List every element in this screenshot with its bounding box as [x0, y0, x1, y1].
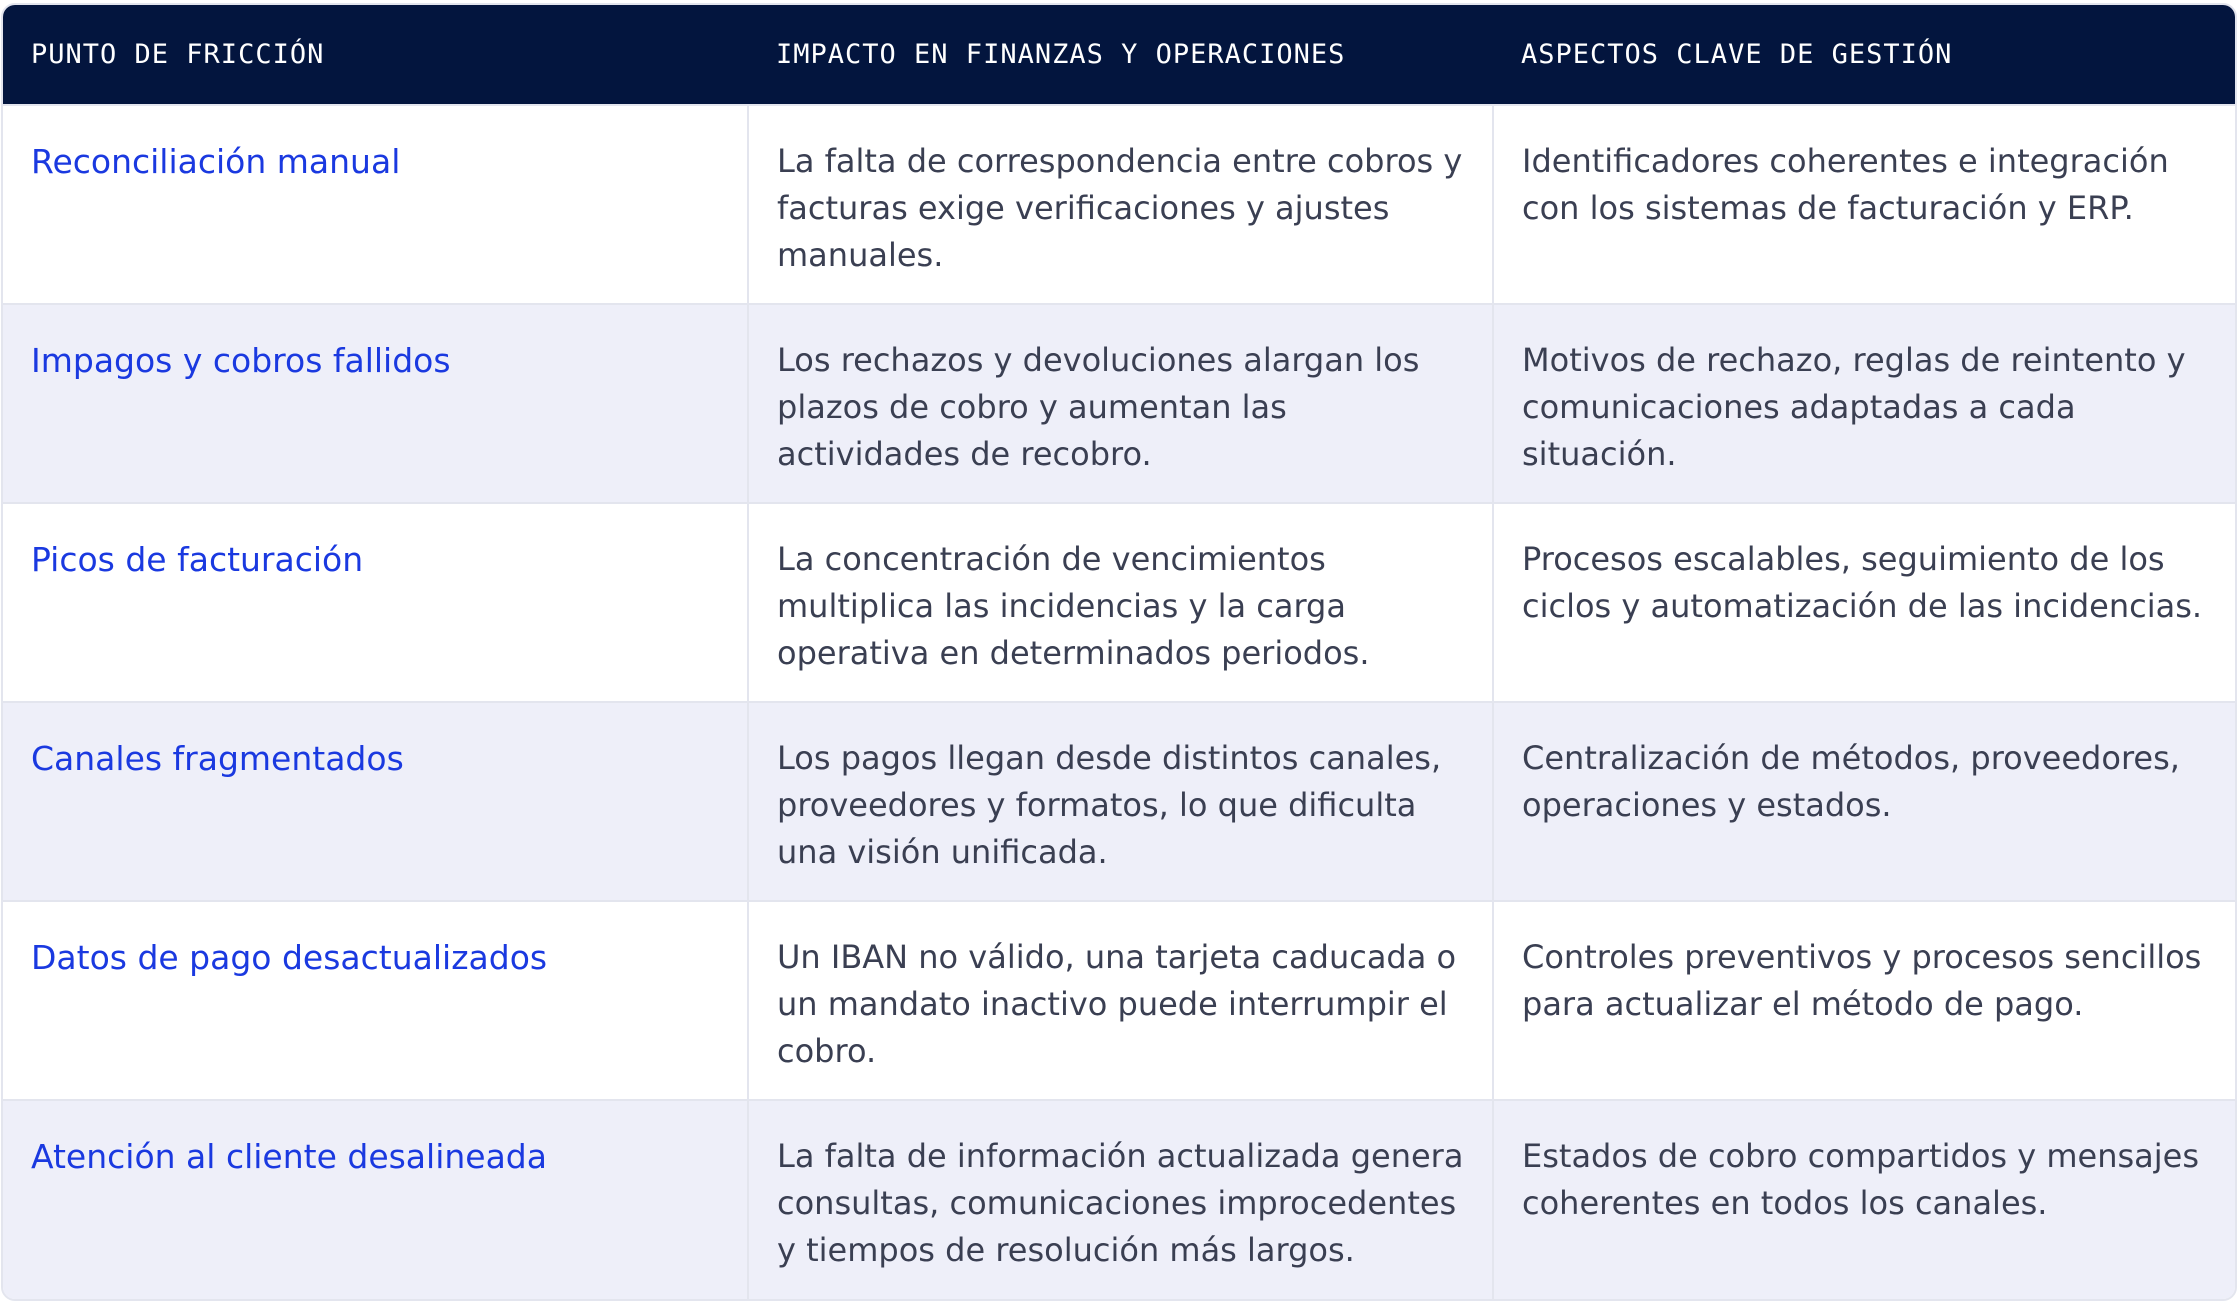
impact-cell: La concentración de vencimientos multiplica las incidencias y la carga operativa en determinados periodos. — [748, 503, 1493, 702]
table-body — [3, 105, 2235, 1299]
friction-cell: Impagos y cobros fallidos — [3, 304, 748, 503]
table-row — [3, 503, 2235, 702]
table-row — [3, 304, 2235, 503]
friction-table — [3, 5, 2235, 1299]
impact-cell: La falta de correspondencia entre cobros y facturas exige verificaciones y ajustes manuales. — [748, 105, 1493, 304]
key-aspects-cell: Estados de cobro compartidos y mensajes coherentes en todos los canales. — [1493, 1100, 2235, 1299]
impact-cell: Un IBAN no válido, una tarjeta caducada o un mandato inactivo puede interrumpir el cobro. — [748, 901, 1493, 1100]
friction-table-container — [1, 3, 2237, 1301]
friction-cell: Canales fragmentados — [3, 702, 748, 901]
key-aspects-cell: Centralización de métodos, proveedores, operaciones y estados. — [1493, 702, 2235, 901]
friction-cell: Atención al cliente desalineada — [3, 1100, 748, 1299]
table-row — [3, 1100, 2235, 1299]
key-aspects-cell: Controles preventivos y procesos sencillos para actualizar el método de pago. — [1493, 901, 2235, 1100]
header-impact: IMPACTO EN FINANZAS Y OPERACIONES — [776, 39, 1346, 70]
table-row — [3, 105, 2235, 304]
key-aspects-cell: Identificadores coherentes e integración con los sistemas de facturación y ERP. — [1493, 105, 2235, 304]
friction-cell: Picos de facturación — [3, 503, 748, 702]
header-row — [3, 5, 2235, 105]
header-key-aspects: ASPECTOS CLAVE DE GESTIÓN — [1521, 39, 1953, 70]
friction-cell: Datos de pago desactualizados — [3, 901, 748, 1100]
table-row — [3, 901, 2235, 1100]
table-row — [3, 702, 2235, 901]
key-aspects-cell: Procesos escalables, seguimiento de los ciclos y automatización de las incidencias. — [1493, 503, 2235, 702]
impact-cell: Los pagos llegan desde distintos canales, proveedores y formatos, lo que dificulta una visión unificada. — [748, 702, 1493, 901]
header-friction-point: PUNTO DE FRICCIÓN — [31, 39, 325, 70]
table-header — [3, 5, 2235, 105]
friction-cell: Reconciliación manual — [3, 105, 748, 304]
key-aspects-cell: Motivos de rechazo, reglas de reintento y comunicaciones adaptadas a cada situación. — [1493, 304, 2235, 503]
impact-cell: Los rechazos y devoluciones alargan los plazos de cobro y aumentan las actividades de recobro. — [748, 304, 1493, 503]
impact-cell: La falta de información actualizada genera consultas, comunicaciones improcedentes y tiempos de resolución más largos. — [748, 1100, 1493, 1299]
